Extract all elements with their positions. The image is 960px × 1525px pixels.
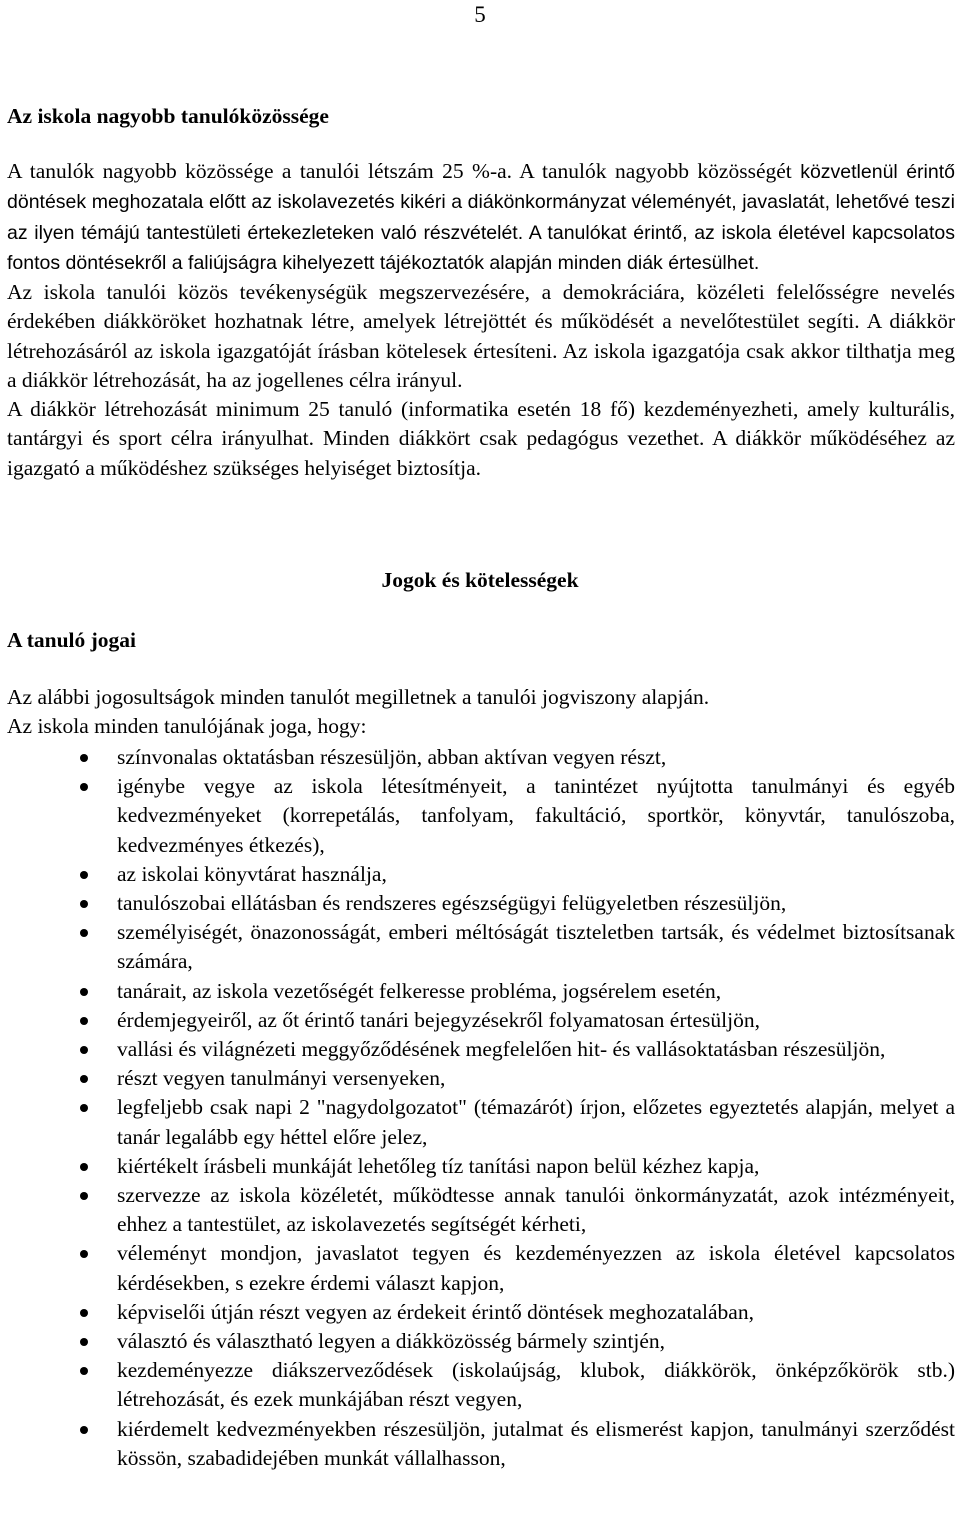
list-item [117, 1239, 955, 1297]
list-item [117, 1152, 955, 1181]
list-item-text: véleményt mondjon, javaslatot tegyen és kezdeményezzen az iskola életével kapcsolatos kérdésekben, s ezekre érdemi választ kapjon, [117, 1241, 955, 1295]
bullet-icon [80, 1075, 88, 1083]
bullet-icon [80, 988, 88, 996]
list-item-text: képviselői útján részt vegyen az érdekeit érintő döntések meghozatalában, [117, 1299, 754, 1324]
list-item-text: vallási és világnézeti meggyőződésének megfelelően hit- és vallásoktatásban részesüljön, [117, 1037, 886, 1062]
list-item [117, 743, 955, 772]
bullet-icon [80, 1338, 88, 1346]
list-item [117, 1415, 955, 1473]
bullet-icon [80, 1367, 88, 1375]
rights-intro [7, 683, 955, 742]
community-paragraph-1-serif: A tanulók nagyobb közössége a tanulói létszám 25 %-a. A tanulók nagyobb közösségét [7, 159, 801, 183]
list-item [117, 772, 955, 860]
community-paragraph-1-sans: közvetlenül érintő döntések meghozatala előtt az iskolavezetés kikéri a diákönkormányzat véleményét, javaslatát, lehetővé teszi az ilyen témájú tantestületi értekezleteken való részvételét. A tanulókat érintő, az iskola életével kapcsolatos fontos döntésekről a faliújságra kihelyezett tájékoztatók alapján minden diák értesülhet. [7, 161, 955, 274]
list-item [117, 977, 955, 1006]
bullet-icon [80, 1426, 88, 1434]
list-item-text: legfeljebb csak napi 2 "nagydolgozatot" (témazárót) írjon, előzetes egyeztetés alapján, melyet a tanár legalább egy héttel előre jelez, [117, 1095, 955, 1149]
list-item-text: kiértékelt írásbeli munkáját lehetőleg tíz tanítási napon belül kézhez kapja, [117, 1153, 760, 1178]
list-item [117, 1356, 955, 1414]
list-item-text: igénybe vegye az iskola létesítményeit, a tanintézet nyújtotta tanulmányi és egyéb kedvezményeket (korrepetálás, tanfolyam, fakultáció, sportkör, könyvtár, tanulószoba, kedvezményes étkezés), [117, 774, 955, 857]
list-item [117, 1327, 955, 1356]
list-item [117, 1064, 955, 1093]
list-item [117, 918, 955, 976]
list-item-text: kezdeményezze diákszerveződések (iskolaújság, klubok, diákkörök, önképzőkörök stb.) létrehozását, és ezek munkájában részt vegyen, [117, 1358, 955, 1412]
list-item [117, 1093, 955, 1151]
community-paragraph-3: A diákkör létrehozását minimum 25 tanuló (informatika esetén 18 fő) kezdeményezheti, amely kulturális, tantárgyi és sport célra irányulhat. Minden diákkört csak pedagógus vezethet. A diákkör működéséhez az igazgató a működéshez szükséges helyiséget biztosítja. [7, 397, 955, 480]
list-item [117, 1035, 955, 1064]
bullet-icon [80, 783, 88, 791]
bullet-icon [80, 1250, 88, 1258]
community-paragraph-1 [7, 157, 955, 278]
bullet-icon [80, 929, 88, 937]
bullet-icon [80, 754, 88, 762]
bullet-icon [80, 1309, 88, 1317]
rights-duties-title: Jogok és kötelességek [381, 568, 579, 592]
list-item-text: kiérdemelt kedvezményekben részesüljön, jutalmat és elismerést kapjon, tanulmányi szerződést kössön, szabadidejében munkát vállalhasson, [117, 1416, 955, 1470]
bullet-icon [80, 1104, 88, 1112]
list-item-text: személyiségét, önazonosságát, emberi méltóságát tiszteletben tartsák, és védelmet biztosítsanak számára, [117, 920, 955, 974]
list-item [117, 1006, 955, 1035]
list-item-text: részt vegyen tanulmányi versenyeken, [117, 1066, 446, 1091]
list-item [117, 1298, 955, 1327]
list-item-text: választó és választható legyen a diákközösség bármely szintjén, [117, 1329, 666, 1354]
bullet-icon [80, 1046, 88, 1054]
rights-intro-2: Az iskola minden tanulójának joga, hogy: [7, 714, 367, 739]
bullet-icon [80, 900, 88, 908]
list-item [117, 860, 955, 889]
bullet-icon [80, 1192, 88, 1200]
rights-list [117, 743, 955, 1473]
bullet-icon [80, 871, 88, 879]
list-item-text: tanárait, az iskola vezetőségét felkeresse probléma, jogsérelem esetén, [117, 978, 722, 1003]
list-item-text: érdemjegyeiről, az őt érintő tanári bejegyzésekről folyamatosan értesüljön, [117, 1007, 760, 1032]
list-item [117, 889, 955, 918]
list-item-text: szervezze az iskola közéletét, működtesse annak tanulói önkormányzatát, azok intézményeit, ehhez a tantestület, az iskolavezetés segítségét kérheti, [117, 1183, 955, 1237]
bullet-icon [80, 1163, 88, 1171]
community-paragraph-2: Az iskola tanulói közös tevékenységük megszervezésére, a demokráciára, közéleti felelősségre nevelés érdekében diákköröket hozhatnak létre, amelyek létrejöttét és működését a nevelőtestület segíti. A diákkör létrehozásáról az iskola igazgatóját írásban kötelesek értesíteni. Az iskola igazgatója csak akkor tilthatja meg a diákkör létrehozását, ha az jogellenes célra irányul. [7, 280, 955, 392]
list-item [117, 1181, 955, 1239]
community-text-block [7, 157, 955, 483]
page-number: 5 [474, 2, 486, 27]
list-item-text: színvonalas oktatásban részesüljön, abban aktívan vegyen részt, [117, 745, 667, 769]
list-item-text: az iskolai könyvtárat használja, [117, 861, 387, 886]
list-item-text: tanulószobai ellátásban és rendszeres egészségügyi felügyeletben részesüljön, [117, 891, 787, 916]
bullet-icon [80, 1017, 88, 1025]
rights-intro-1: Az alábbi jogosultságok minden tanulót megilletnek a tanulói jogviszony alapján. [7, 685, 710, 709]
student-rights-heading: A tanuló jogai [7, 628, 137, 652]
section-heading-community: Az iskola nagyobb tanulóközössége [7, 104, 329, 128]
